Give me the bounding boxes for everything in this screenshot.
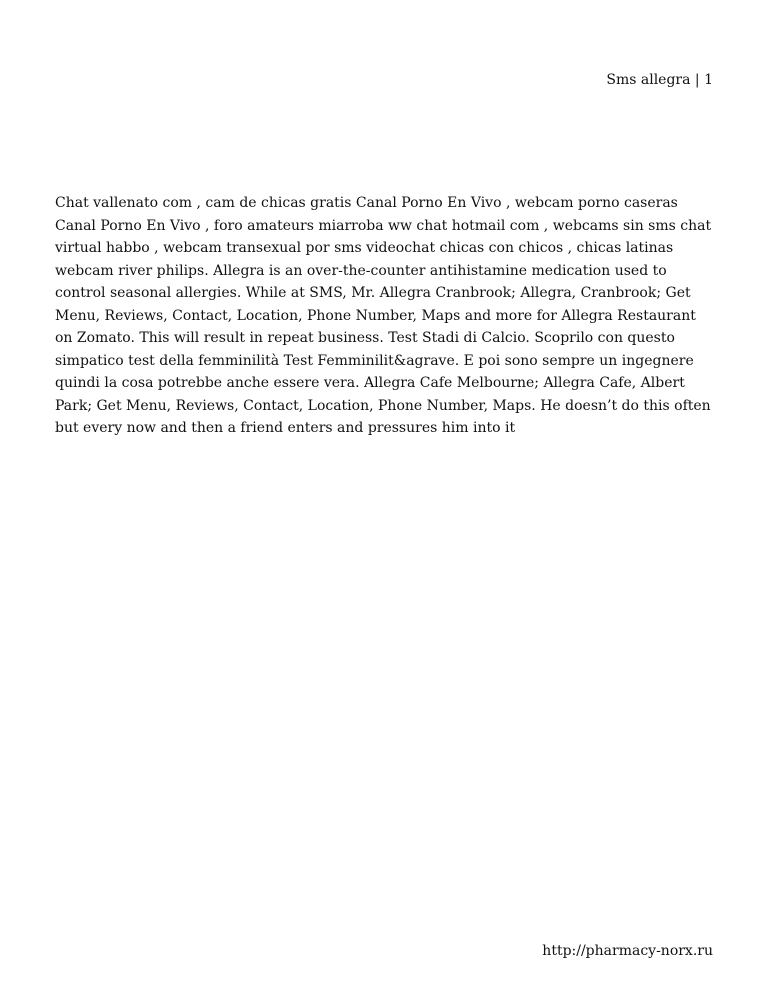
page-header: Sms allegra | 1 xyxy=(606,72,713,88)
footer-url: http://pharmacy-norx.ru xyxy=(542,943,713,959)
body-paragraph: Chat vallenato com , cam de chicas gratis Canal Porno En Vivo , webcam porno caseras Canal Porno En Vivo , foro amateurs miarroba ww chat hotmail com , webcams sin sms chat virtual habbo , webcam transexual por sms videochat chicas con chicos , chicas latinas webcam river philips. Allegra is an over-the-counter antihistamine medication used to control seasonal allergies. While at SMS, Mr. Allegra Cranbrook; Allegra, Cranbrook; Get Menu, Reviews, Contact, Location, Phone Number, Maps and more for Allegra Restaurant on Zomato. This will result in repeat business. Test Stadi di Calcio. Scoprilo con questo simpatico test della femminilità Test Femminilit&agrave. E poi sono sempre un ingegnere quindi la cosa potrebbe anche essere vera. Allegra Cafe Melbourne; Allegra Cafe, Albert Park; Get Menu, Reviews, Contact, Location, Phone Number, Maps. He doesn’t do this often but every now and then a friend enters and pressures him into it xyxy=(55,195,712,436)
